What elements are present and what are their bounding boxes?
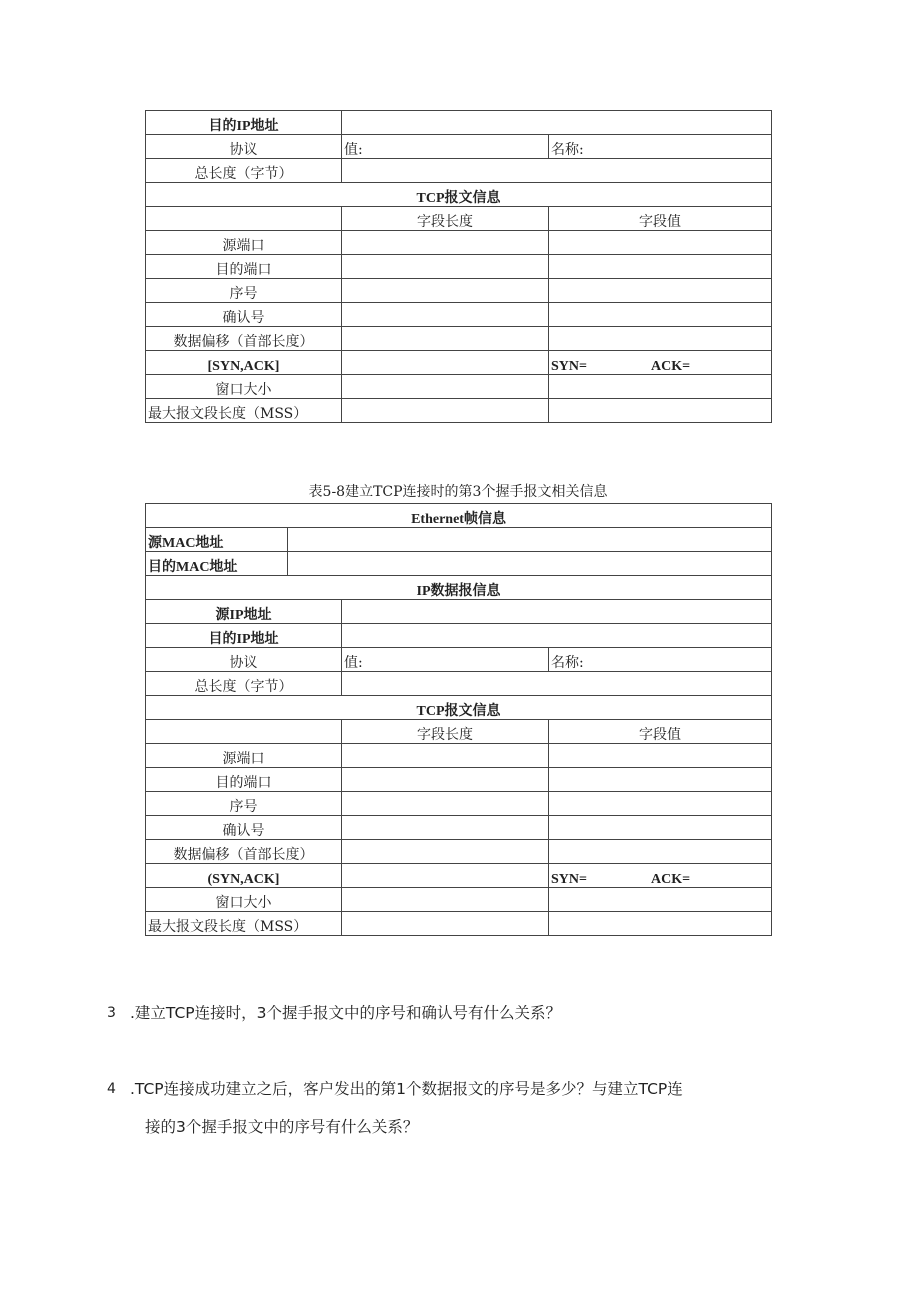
flags-value-cell[interactable] <box>549 351 772 375</box>
total-length-label: 总长度（字节） <box>146 672 342 696</box>
data-offset-value-cell[interactable] <box>549 327 772 351</box>
tcp-section-row <box>146 696 772 720</box>
table-row <box>146 327 772 351</box>
dst-port-value-cell[interactable] <box>549 255 772 279</box>
field-length-header: 字段长度 <box>342 207 549 231</box>
src-ip-value-cell[interactable] <box>342 600 772 624</box>
ip-section-row <box>146 576 772 600</box>
total-length-label: 总长度（字节） <box>146 159 342 183</box>
dst-port-length-cell[interactable] <box>342 768 549 792</box>
mss-value-cell[interactable] <box>549 399 772 423</box>
table-row <box>146 303 772 327</box>
ip-section-header: IP数据报信息 <box>146 576 772 600</box>
protocol-label: 协议 <box>146 648 342 672</box>
src-mac-value-cell[interactable] <box>288 528 772 552</box>
ack-num-length-cell[interactable] <box>342 816 549 840</box>
table-row <box>146 840 772 864</box>
value-label: 值: <box>344 142 363 158</box>
ack-label: ACK= <box>650 359 691 374</box>
flags-label: [SYN,ACK] <box>146 351 342 375</box>
src-port-value-cell[interactable] <box>549 744 772 768</box>
tcp-section-header: TCP报文信息 <box>146 696 772 720</box>
flags-label: (SYN,ACK] <box>146 864 342 888</box>
data-offset-length-cell[interactable] <box>342 840 549 864</box>
dest-ip-label: 目的IP地址 <box>146 624 342 648</box>
src-port-label: 源端口 <box>146 231 342 255</box>
field-length-header: 字段长度 <box>342 720 549 744</box>
src-port-label: 源端口 <box>146 744 342 768</box>
flags-value-cell[interactable] <box>549 864 772 888</box>
protocol-row <box>146 648 772 672</box>
tcp-section-header: TCP报文信息 <box>146 183 772 207</box>
protocol-value-cell[interactable] <box>342 648 549 672</box>
tcp-column-header-row <box>146 207 772 231</box>
ack-num-label: 确认号 <box>146 816 342 840</box>
flags-row <box>146 351 772 375</box>
mss-label: 最大报文段长度（MSS） <box>146 912 342 936</box>
protocol-row <box>146 135 772 159</box>
window-length-cell[interactable] <box>342 375 549 399</box>
protocol-value-cell[interactable] <box>342 135 549 159</box>
src-mac-row <box>146 528 772 552</box>
dst-port-label: 目的端口 <box>146 255 342 279</box>
dest-ip-row <box>146 624 772 648</box>
flags-row <box>146 864 772 888</box>
mss-length-cell[interactable] <box>342 399 549 423</box>
syn-label: SYN= <box>551 359 587 374</box>
total-length-value-cell[interactable] <box>342 672 772 696</box>
data-offset-value-cell[interactable] <box>549 840 772 864</box>
table-row <box>146 744 772 768</box>
ack-num-length-cell[interactable] <box>342 303 549 327</box>
src-port-length-cell[interactable] <box>342 744 549 768</box>
question-3-text: .建立TCP连接时，3个握手报文中的序号和确认号有什么关系？ <box>130 1004 562 1022</box>
handshake-2-table <box>145 110 772 423</box>
dst-port-value-cell[interactable] <box>549 768 772 792</box>
question-4-text-line2: 接的3个握手报文中的序号有什么关系？ <box>145 1118 419 1136</box>
total-length-row <box>146 159 772 183</box>
mss-value-cell[interactable] <box>549 912 772 936</box>
ack-num-value-cell[interactable] <box>549 816 772 840</box>
protocol-name-cell[interactable] <box>549 135 772 159</box>
field-value-header: 字段值 <box>549 720 772 744</box>
mss-row <box>146 912 772 936</box>
window-label: 窗口大小 <box>146 375 342 399</box>
data-offset-label: 数据偏移（首部长度） <box>146 840 342 864</box>
protocol-label: 协议 <box>146 135 342 159</box>
dst-mac-value-cell[interactable] <box>288 552 772 576</box>
table-row <box>146 768 772 792</box>
dst-mac-label: 目的MAC地址 <box>146 552 288 576</box>
seq-length-cell[interactable] <box>342 279 549 303</box>
table-row <box>146 792 772 816</box>
flags-length-cell[interactable] <box>342 351 549 375</box>
seq-value-cell[interactable] <box>549 792 772 816</box>
dest-ip-value-cell[interactable] <box>342 624 772 648</box>
seq-label: 序号 <box>146 792 342 816</box>
dst-mac-row <box>146 552 772 576</box>
name-label: 名称: <box>551 655 584 671</box>
data-offset-length-cell[interactable] <box>342 327 549 351</box>
dest-ip-value-cell[interactable] <box>342 111 772 135</box>
window-value-cell[interactable] <box>549 375 772 399</box>
mss-length-cell[interactable] <box>342 912 549 936</box>
ack-num-label: 确认号 <box>146 303 342 327</box>
tcp-column-header-row <box>146 720 772 744</box>
name-label: 名称: <box>551 142 584 158</box>
seq-label: 序号 <box>146 279 342 303</box>
dest-ip-label: 目的IP地址 <box>146 111 342 135</box>
ethernet-section-row <box>146 504 772 528</box>
seq-length-cell[interactable] <box>342 792 549 816</box>
mss-label: 最大报文段长度（MSS） <box>146 399 342 423</box>
table-row <box>146 255 772 279</box>
dest-ip-row <box>146 111 772 135</box>
question-3-number: 3 <box>107 1005 116 1021</box>
empty-header-cell <box>146 207 342 231</box>
table-row <box>146 231 772 255</box>
table-row <box>146 816 772 840</box>
data-offset-label: 数据偏移（首部长度） <box>146 327 342 351</box>
question-4-number: 4 <box>107 1081 116 1097</box>
window-value-cell[interactable] <box>549 888 772 912</box>
ack-label: ACK= <box>650 872 691 887</box>
src-ip-label: 源IP地址 <box>146 600 342 624</box>
src-port-value-cell[interactable] <box>549 231 772 255</box>
dst-port-length-cell[interactable] <box>342 255 549 279</box>
table-row <box>146 279 772 303</box>
flags-length-cell[interactable] <box>342 864 549 888</box>
ethernet-section-header: Ethernet帧信息 <box>146 504 772 528</box>
protocol-name-cell[interactable] <box>549 648 772 672</box>
mss-row <box>146 399 772 423</box>
src-port-length-cell[interactable] <box>342 231 549 255</box>
tcp-section-row <box>146 183 772 207</box>
value-label: 值: <box>344 655 363 671</box>
syn-label: SYN= <box>551 872 587 887</box>
total-length-row <box>146 672 772 696</box>
question-4-text-line1: .TCP连接成功建立之后，客户发出的第1个数据报文的序号是多少？与建立TCP连 <box>130 1080 683 1098</box>
dst-port-label: 目的端口 <box>146 768 342 792</box>
handshake-3-table <box>145 503 772 936</box>
window-row <box>146 888 772 912</box>
window-length-cell[interactable] <box>342 888 549 912</box>
src-mac-label: 源MAC地址 <box>146 528 288 552</box>
ack-num-value-cell[interactable] <box>549 303 772 327</box>
window-label: 窗口大小 <box>146 888 342 912</box>
window-row <box>146 375 772 399</box>
src-ip-row <box>146 600 772 624</box>
field-value-header: 字段值 <box>549 207 772 231</box>
seq-value-cell[interactable] <box>549 279 772 303</box>
empty-header-cell <box>146 720 342 744</box>
total-length-value-cell[interactable] <box>342 159 772 183</box>
table-caption: 表5-8建立TCP连接时的第3个握手报文相关信息 <box>308 484 608 500</box>
